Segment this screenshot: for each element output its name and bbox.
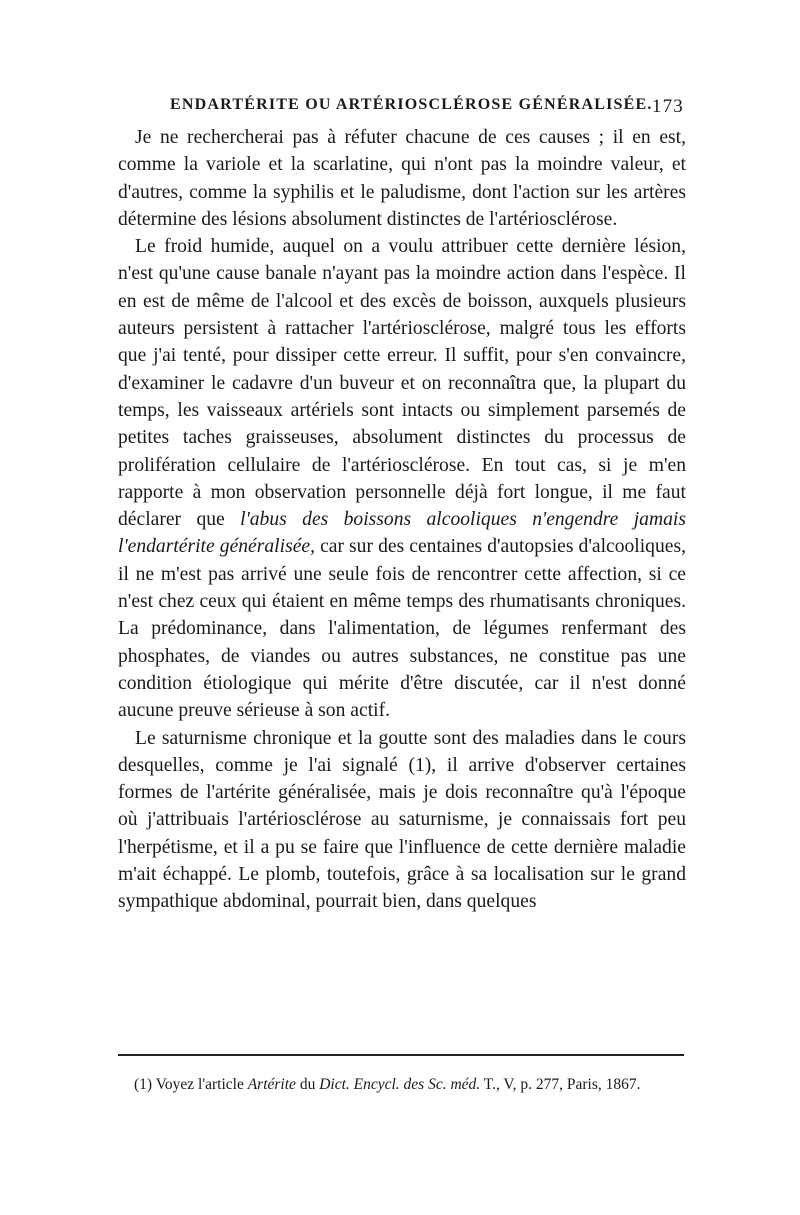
paragraph-1-text: Je ne rechercherai pas à réfuter chacune de ces causes ; il en est, comme la variole et la scarlatine, qui n'ont pas la moindre valeur, et d'autres, comme la syphilis et le paludisme, dont l'action sur les artères détermine des lésions absolument distinctes de l'artériosclérose. <box>118 127 686 230</box>
paragraph-2-emphasis: l'abus des boissons alcooliques n'engendre jamais l'endartérite généralisée, <box>118 509 686 558</box>
footnote-marker: (1) <box>134 1076 153 1093</box>
footnote-italic-article: Artérite <box>247 1076 296 1093</box>
paragraph-2-text-b: car sur des centaines d'autopsies d'alcooliques, il ne m'est pas arrivé une seule fois de rencontrer cette affection, si ce n'est chez ceux qui étaient en même temps des rhumatisants chroniques. La prédominance, dans l'alimentation, de légumes renfermant des phosphates, de viandes ou autres substances, ne constitue pas une condition étiologique qui mérite d'être discutée, car il n'est donné aucune preuve sérieuse à son actif. <box>118 536 686 722</box>
paragraph-1 <box>118 124 686 233</box>
paragraph-3 <box>118 725 686 916</box>
footnote-separator <box>118 1054 684 1056</box>
paragraph-2 <box>118 233 686 724</box>
running-title: ENDARTÉRITE OU ARTÉRIOSCLÉROSE GÉNÉRALISÉE. <box>170 96 653 113</box>
page-number: 173 <box>651 96 684 117</box>
footnote-text-b: du <box>299 1076 316 1093</box>
footnote-text-c: T., V, p. 277, Paris, 1867. <box>483 1076 641 1093</box>
paragraph-3-text: Le saturnisme chronique et la goutte sont des maladies dans le cours desquelles, comme je l'ai signalé (1), il arrive d'observer certaines formes de l'artérite généralisée, mais je dois reconnaître qu'à l'époque où j'attribuais l'artériosclérose au saturnisme, je connaissais fort peu l'herpétisme, et il a pu se faire que l'influence de cette dernière maladie m'ait échappé. Le plomb, toutefois, grâce à sa localisation sur le grand sympathique abdominal, pourrait bien, dans quelques <box>118 727 686 913</box>
footnote-italic-source: Dict. Encycl. des Sc. méd. <box>319 1076 481 1093</box>
paragraph-2-text-a: Le froid humide, auquel on a voulu attribuer cette dernière lésion, n'est qu'une cause banale n'ayant pas la moindre action dans l'espèce. Il en est de même de l'alcool et des excès de boisson, auxquels plusieurs auteurs persistent à rattacher l'artériosclérose, malgré tous les efforts que j'ai tenté, pour dissiper cette erreur. Il suffit, pour s'en convaincre, d'examiner le cadavre d'un buveur et on reconnaîtra que, la plupart du temps, les vaisseaux artériels sont intacts ou simplement parsemés de petites taches graisseuses, absolument distinctes du processus de prolifération cellulaire de l'artériosclérose. En tout cas, si je m'en rapporte à mon observation personnelle déjà fort longue, il me faut déclarer que <box>118 236 686 531</box>
footnote-text-a: Voyez l'article <box>155 1076 244 1093</box>
footnote <box>118 1074 684 1096</box>
body-text <box>118 124 686 916</box>
page-header <box>118 96 684 122</box>
